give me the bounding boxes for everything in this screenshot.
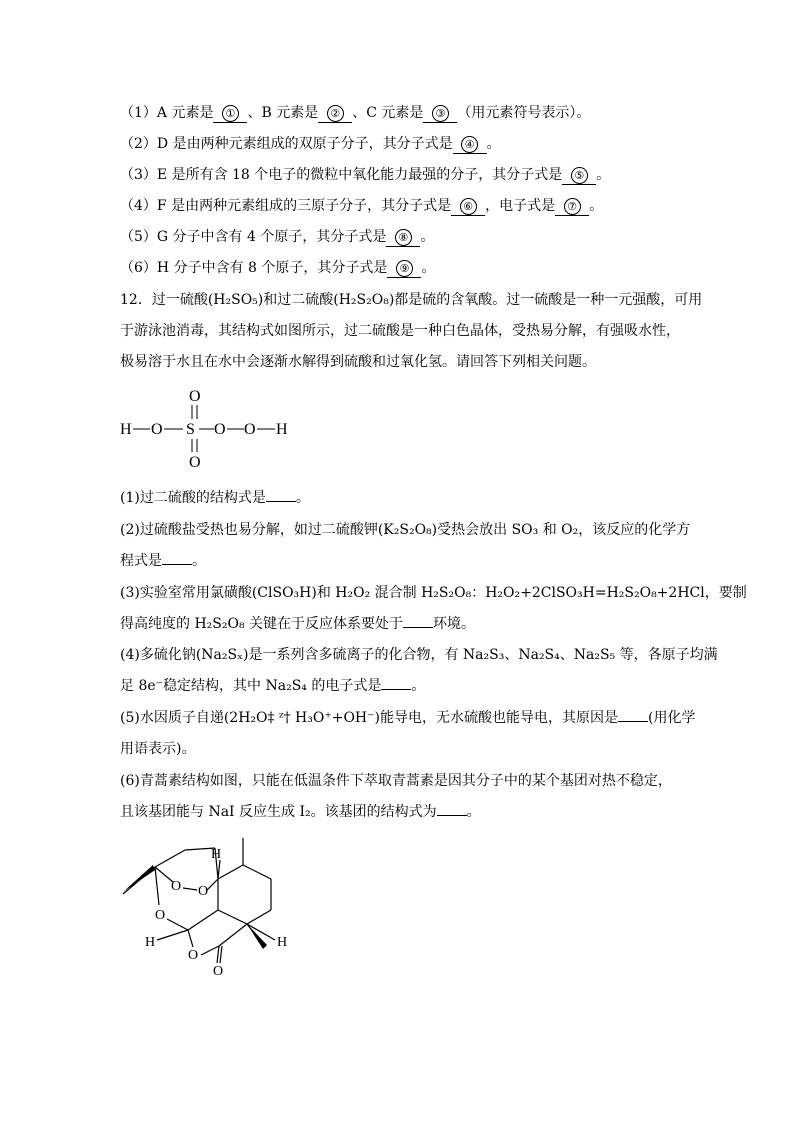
blank-label: ⑦ — [564, 198, 581, 215]
q12-p3a: (3)实验室常用氯磺酸(ClSO₃H)和 H₂O₂ 混合制 H₂S₂O₈：H₂O₂+2ClSO₃H=H₂S₂O₈+2HCl，要制 — [120, 585, 747, 601]
q11-l2-pre: （2）D 是由两种元素组成的双原子分子，其分子式是 — [120, 136, 453, 152]
q12-p5a-text: (5)水因质子自递(2H₂O‡ ᶻ† H₃O⁺+OH⁻)能导电，无水硫酸也能导电，其原因是 — [120, 710, 618, 726]
q12-intro-2: 于游泳池消毒，其结构式如图所示，过二硫酸是一种白色晶体，受热易分解，有强吸水性， — [120, 323, 680, 339]
q11-l4-post: 。 — [589, 198, 604, 214]
q11-l2-post: 。 — [486, 136, 501, 152]
answer-blank-p3[interactable] — [403, 615, 433, 628]
atom-o-top: O — [189, 388, 201, 405]
q11-line-2 — [120, 135, 501, 154]
blank-label: ② — [327, 105, 344, 122]
answer-blank-p6[interactable] — [437, 803, 467, 816]
answer-blank-p4[interactable] — [381, 677, 411, 690]
answer-blank-2[interactable] — [318, 104, 352, 123]
answer-blank-p1[interactable] — [266, 489, 296, 502]
art-atom-o5: O — [213, 964, 224, 979]
q11-line-5 — [120, 228, 434, 247]
q12-p2b — [120, 552, 206, 570]
answer-blank-8[interactable] — [386, 228, 420, 247]
q11-l5-post: 。 — [420, 229, 435, 245]
q11-l3-post: 。 — [596, 167, 611, 183]
answer-blank-1[interactable] — [213, 104, 247, 123]
q11-l1-mid2: 、C 元素是 — [352, 105, 424, 121]
blank-label: ① — [222, 105, 239, 122]
answer-blank-6[interactable] — [451, 197, 485, 216]
blank-label: ⑨ — [396, 260, 413, 277]
blank-label: ④ — [461, 136, 478, 153]
q12-p2b-end: 。 — [192, 553, 206, 569]
q11-l4-mid: ，电子式是 — [485, 198, 556, 214]
blank-label: ⑥ — [460, 198, 477, 215]
atom-o-bottom: O — [189, 454, 201, 471]
art-atom-h1: H — [145, 935, 156, 950]
q12-p2a: (2)过硫酸盐受热也易分解，如过二硫酸钾(K₂S₂O₈)受热会放出 SO₃ 和 O₂，该反应的化学方 — [120, 522, 691, 538]
q11-l1-mid1: 、B 元素是 — [247, 105, 319, 121]
q12-p4b-end: 。 — [411, 678, 426, 694]
q11-line-4 — [120, 197, 603, 216]
q12-p2b-text: 程式是 — [120, 553, 162, 569]
answer-blank-5[interactable] — [562, 166, 596, 185]
q12-p3b — [120, 615, 475, 633]
q12-intro-3: 极易溶于水且在水中会逐渐水解得到硫酸和过氧化氢。请回答下列相关问题。 — [120, 354, 596, 370]
q11-line-1 — [120, 104, 590, 123]
atom-s: S — [186, 421, 195, 438]
q12-p4b-text: 足 8e⁻稳定结构，其中 Na₂S₄ 的电子式是 — [120, 678, 382, 694]
q12-p4a: (4)多硫化钠(Na₂Sₓ)是一系列含多硫离子的化合物，有 Na₂S₃、Na₂S₄、Na₂S₅ 等，各原子均满 — [120, 647, 718, 663]
answer-blank-9[interactable] — [387, 259, 421, 278]
answer-blank-p2[interactable] — [162, 552, 192, 565]
q12-p6a: (6)青蒿素结构如图，只能在低温条件下萃取青蒿素是因其分子中的某个基团对热不稳定， — [120, 773, 672, 789]
q12-p5b: 用语表示)。 — [120, 741, 196, 757]
art-atom-o1: O — [171, 879, 182, 894]
atom-h-right: H — [276, 421, 288, 438]
q12-p1-end: 。 — [295, 490, 310, 506]
q11-l1-post: （用元素符号表示）。 — [457, 105, 591, 121]
answer-blank-7[interactable] — [555, 197, 589, 216]
peroxymonosulfuric-acid-structure — [118, 384, 308, 472]
q12-p6b-end: 。 — [466, 804, 481, 820]
q12-p6b — [120, 803, 481, 821]
q12-p6b-text: 且该基团能与 NaI 反应生成 I₂。该基团的结构式为 — [120, 804, 437, 820]
art-atom-o4: O — [188, 948, 199, 963]
blank-label: ③ — [432, 105, 449, 122]
q11-l6-post: 。 — [421, 260, 436, 276]
q11-l5-pre: （5）G 分子中含有 4 个原子，其分子式是 — [120, 229, 387, 245]
q12-p5a — [120, 709, 695, 727]
answer-blank-4[interactable] — [453, 135, 487, 154]
artemisinin-structure — [115, 830, 315, 980]
art-atom-h3: H — [211, 847, 222, 862]
q11-l6-pre: （6）H 分子中含有 8 个原子，其分子式是 — [120, 260, 388, 276]
answer-blank-3[interactable] — [423, 104, 457, 123]
atom-h-left: H — [120, 421, 132, 438]
q11-l3-pre: （3）E 是所有含 18 个电子的微粒中氧化能力最强的分子，其分子式是 — [120, 167, 563, 183]
answer-blank-p5[interactable] — [618, 709, 648, 722]
blank-label: ⑤ — [571, 167, 588, 184]
q11-line-6 — [120, 259, 435, 278]
blank-label: ⑧ — [395, 229, 412, 246]
q12-p1 — [120, 489, 310, 507]
q11-line-3 — [120, 166, 610, 185]
q12-p3b-end: 环境。 — [433, 616, 476, 632]
art-atom-o2: O — [198, 884, 209, 899]
q12-intro-1: 12．过一硫酸(H₂SO₅)和过二硫酸(H₂S₂O₈)都是硫的含氧酸。过一硫酸是一种一元强酸，可用 — [120, 292, 703, 308]
atom-o-3: O — [244, 421, 256, 438]
q12-p5a-end: (用化学 — [647, 710, 696, 726]
q12-p3b-text: 得高纯度的 H₂S₂O₈ 关键在于反应体系要处于 — [120, 616, 404, 632]
atom-o-2: O — [214, 421, 226, 438]
atom-o-1: O — [151, 421, 163, 438]
art-atom-h2: H — [277, 935, 288, 950]
q11-l4-pre: （4）F 是由两种元素组成的三原子分子，其分子式是 — [120, 198, 452, 214]
q12-p1-text: (1)过二硫酸的结构式是 — [120, 490, 266, 506]
q11-l1-pre: （1）A 元素是 — [120, 105, 214, 121]
art-atom-o3: O — [155, 908, 166, 923]
q12-p4b — [120, 677, 425, 695]
